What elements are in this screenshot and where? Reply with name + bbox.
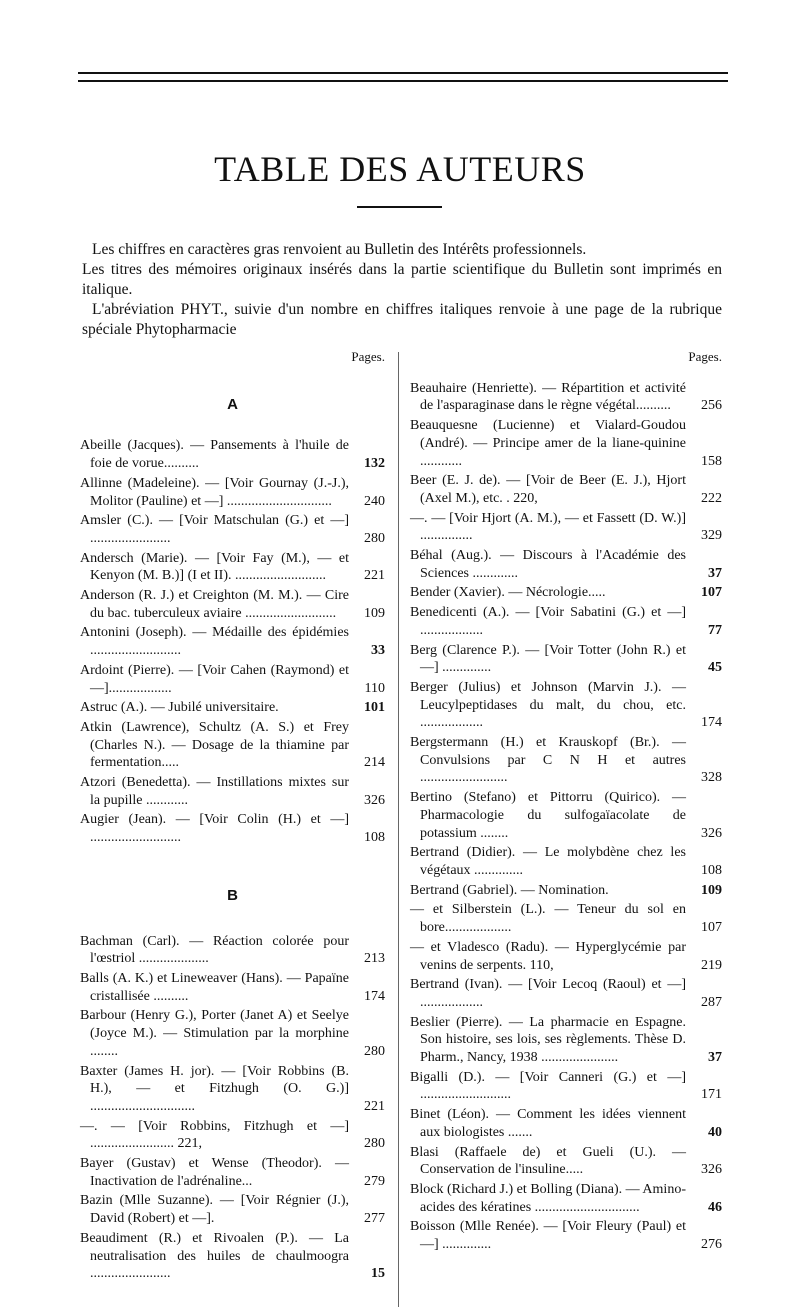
entry-page-number: 174 [701,715,722,731]
entry-page-number: 15 [371,1266,385,1282]
entry-page-number: 109 [701,882,722,898]
section-letter-b: B [227,886,238,904]
top-rule-second [78,80,728,82]
entry-page-number: 101 [364,700,385,716]
entry-page-number: 276 [701,1237,722,1253]
entry-text: Barbour (Henry G.), Porter (Janet A) et Seelye (Joyce M.). — Stimulation par la morphine ........ [80,1008,349,1059]
entry-page-number: 326 [701,1162,722,1178]
index-entry [410,939,722,974]
top-rule [78,72,728,74]
intro-paragraph [82,240,722,340]
entry-text: Bertino (Stefano) et Pittorru (Quirico). — Pharmacologie du sulfogaïacolate de potassium ........ [410,790,686,841]
entries-right [410,380,722,1254]
entry-text: — et Vladesco (Radu). — Hyperglycémie par venins de serpents. 110, [410,939,686,973]
entry-text: Atzori (Benedetta). — Instillations mixtes sur la pupille ............ [80,775,349,808]
entry-text: Ardoint (Pierre). — [Voir Cahen (Raymond) et —].................. [80,662,349,696]
index-entry [80,774,385,809]
entry-page-number: 221 [364,568,385,584]
index-entry [410,604,722,639]
index-entry [80,933,385,968]
entry-text: Beauquesne (Lucienne) et Vialard-Goudou (André). — Principe amer de la liane-quinine ............ [410,418,686,469]
index-entry [410,1218,722,1253]
entry-page-number: 277 [364,1211,385,1227]
entry-text: Béhal (Aug.). — Discours à l'Académie des Sciences ............. [410,548,686,581]
entry-text: Abeille (Jacques). — Pansements à l'huile de foie de vorue.......... [80,438,349,472]
entry-text: Benedicenti (A.). — [Voir Sabatini (G.) et —] .................. [410,605,686,638]
entry-text: Atkin (Lawrence), Schultz (A. S.) et Frey (Charles N.). — Dosage de la thiamine par fermentation..... [80,719,349,771]
entry-text: Astruc (A.). — Jubilé universitaire. [80,700,279,716]
index-entry [80,719,385,772]
entry-text: —. — [Voir Robbins, Fitzhugh et —] ........................ 221, [80,1118,349,1152]
entry-page-number: 329 [701,528,722,544]
index-entry [410,417,722,470]
entry-text: Beauhaire (Henriette). — Répartition et activité de l'asparaginase dans le règne végétal.......... [410,380,686,414]
entry-page-number: 279 [364,1173,385,1189]
entry-text: Balls (A. K.) et Lineweaver (Hans). — Papaïne cristallisée .......... [80,970,349,1004]
entry-text: Bachman (Carl). — Réaction colorée pour l'œstriol .................... [80,933,349,967]
entry-page-number: 219 [701,957,722,973]
index-entry [410,584,722,602]
left-column [80,348,385,1285]
entry-text: Beaudiment (R.) et Rivoalen (P.). — La neutralisation des huiles de chaulmoogra ....................... [80,1230,349,1282]
index-entry [410,642,722,677]
entry-page-number: 240 [364,493,385,509]
entry-page-number: 110 [364,680,385,696]
entries-a [80,437,385,846]
index-entry [410,510,722,545]
index-entry [410,734,722,787]
entry-text: Bender (Xavier). — Nécrologie..... [410,585,606,601]
entry-page-number: 45 [708,660,722,676]
index-entry [80,1192,385,1227]
index-entry [410,844,722,879]
entry-text: Boisson (Mlle Renée). — [Voir Fleury (Paul) et —] .............. [410,1219,686,1253]
index-entry [410,1181,722,1216]
entry-page-number: 77 [708,622,722,638]
index-entry [80,699,385,717]
entry-text: Bayer (Gustav) et Wense (Theodor). — Inactivation de l'adrénaline... [80,1156,349,1189]
entry-page-number: 222 [701,490,722,506]
index-entry [80,1118,385,1153]
entry-text: Bertrand (Gabriel). — Nomination. [410,882,609,898]
index-entry [80,811,385,846]
entry-text: —. — [Voir Hjort (A. M.), — et Fassett (D. W.)] ............... [410,510,686,544]
entry-page-number: 280 [364,1136,385,1152]
entry-page-number: 109 [364,605,385,621]
index-entry [80,475,385,510]
pages-header-right: Pages. [688,349,722,364]
index-entry [80,1063,385,1116]
index-entry [80,512,385,547]
entry-page-number: 328 [701,770,722,786]
entry-page-number: 280 [364,530,385,546]
entry-text: Blasi (Raffaele de) et Gueli (U.). — Conservation de l'insuline..... [410,1144,686,1178]
entry-text: Beer (E. J. de). — [Voir de Beer (E. J.), Hjort (Axel M.), etc. . 220, [410,473,686,506]
entry-page-number: 256 [701,398,722,414]
index-entry [410,976,722,1011]
entry-text: Allinne (Madeleine). — [Voir Gournay (J.-J.), Molitor (Pauline) et —] .............................. [80,475,349,509]
entry-page-number: 171 [701,1087,722,1103]
entry-text: Bigalli (D.). — [Voir Canneri (G.) et —] .......................... [410,1069,686,1103]
entry-text: Antonini (Joseph). — Médaille des épidémies .......................... [80,625,349,659]
right-column [410,348,722,1256]
entry-text: Andersch (Marie). — [Voir Fay (M.), — et Kenyon (M. B.)] (I et II). .......................... [80,550,349,584]
entry-page-number: 108 [701,862,722,878]
entry-page-number: 40 [708,1124,722,1140]
entry-page-number: 214 [364,755,385,771]
intro-line-2: Les titres des mémoires originaux insérés dans la partie scientifique du Bulletin sont imprimés en italique. [82,261,722,298]
entry-text: Bertrand (Didier). — Le molybdène chez les végétaux .............. [410,845,686,878]
index-entry [410,1069,722,1104]
index-entry [410,789,722,842]
entry-page-number: 108 [364,830,385,846]
entry-page-number: 213 [364,951,385,967]
index-entry [80,970,385,1005]
index-entry [410,1014,722,1067]
entry-text: Berger (Julius) et Johnson (Marvin J.). — Leucylpeptidases du malt, du chou, etc. .................. [410,679,686,731]
entry-page-number: 287 [701,994,722,1010]
entry-page-number: 46 [708,1199,722,1215]
entry-text: Baxter (James H. jor). — [Voir Robbins (B. H.), — et Fitzhugh (O. G.)] .............................. [80,1063,349,1114]
intro-line-3: L'abréviation PHYT., suivie d'un nombre en chiffres italiques renvoie à une page de la rubrique spéciale Phytopharmacie [82,301,722,338]
entry-text: Bergstermann (H.) et Krauskopf (Br.). — Convulsions par C N H et autres ......................... [410,735,686,786]
index-entry [410,1106,722,1141]
index-entry [410,679,722,732]
title-underline [357,206,442,208]
entry-page-number: 33 [371,643,385,659]
entry-page-number: 174 [364,988,385,1004]
entry-text: Berg (Clarence P.). — [Voir Totter (John R.) et —] .............. [410,642,686,676]
index-entry [410,1144,722,1179]
entries-b [80,933,385,1283]
section-letter-a: A [227,395,238,413]
entry-page-number: 326 [701,825,722,841]
index-entry [80,587,385,622]
entry-page-number: 107 [701,585,722,601]
entry-text: Augier (Jean). — [Voir Colin (H.) et —] .......................... [80,812,349,846]
index-entry [80,1155,385,1190]
index-entry [410,547,722,582]
entry-page-number: 158 [701,453,722,469]
entry-page-number: 107 [701,920,722,936]
index-entry [410,882,722,900]
entry-page-number: 280 [364,1043,385,1059]
entry-text: Bertrand (Ivan). — [Voir Lecoq (Raoul) et —] .................. [410,977,686,1010]
index-entry [80,1230,385,1283]
entry-page-number: 37 [708,565,722,581]
entry-page-number: 326 [364,792,385,808]
index-entry [410,901,722,936]
column-divider [398,352,399,1307]
entry-text: — et Silberstein (L.). — Teneur du sol en bore................... [410,902,686,936]
index-entry [410,472,722,507]
entry-page-number: 132 [364,456,385,472]
index-entry [80,624,385,659]
index-entry [80,1007,385,1060]
entry-text: Amsler (C.). — [Voir Matschulan (G.) et —] ....................... [80,513,349,546]
entry-text: Beslier (Pierre). — La pharmacie en Espagne. Son histoire, ses lois, ses règlements. Thèse D. Pharm., Nancy, 1938 ...................... [410,1014,686,1066]
entry-text: Anderson (R. J.) et Creighton (M. M.). — Cire du bac. tuberculeux aviaire .......................... [80,588,349,621]
entry-page-number: 221 [364,1098,385,1114]
index-entry [80,662,385,697]
index-entry [80,437,385,472]
entry-page-number: 37 [708,1050,722,1066]
entry-text: Bazin (Mlle Suzanne). — [Voir Régnier (J.), David (Robert) et —]. [80,1193,349,1227]
pages-header-left: Pages. [351,349,385,364]
entry-text: Block (Richard J.) et Bolling (Diana). — Amino-acides des kératines .............................. [410,1181,686,1215]
page-title: TABLE DES AUTEURS [214,149,586,189]
intro-line-1: Les chiffres en caractères gras renvoient au Bulletin des Intérêts professionnels. [92,241,587,258]
index-entry [410,380,722,415]
entry-text: Binet (Léon). — Comment les idées viennent aux biologistes ....... [410,1107,686,1140]
index-entry [80,550,385,585]
